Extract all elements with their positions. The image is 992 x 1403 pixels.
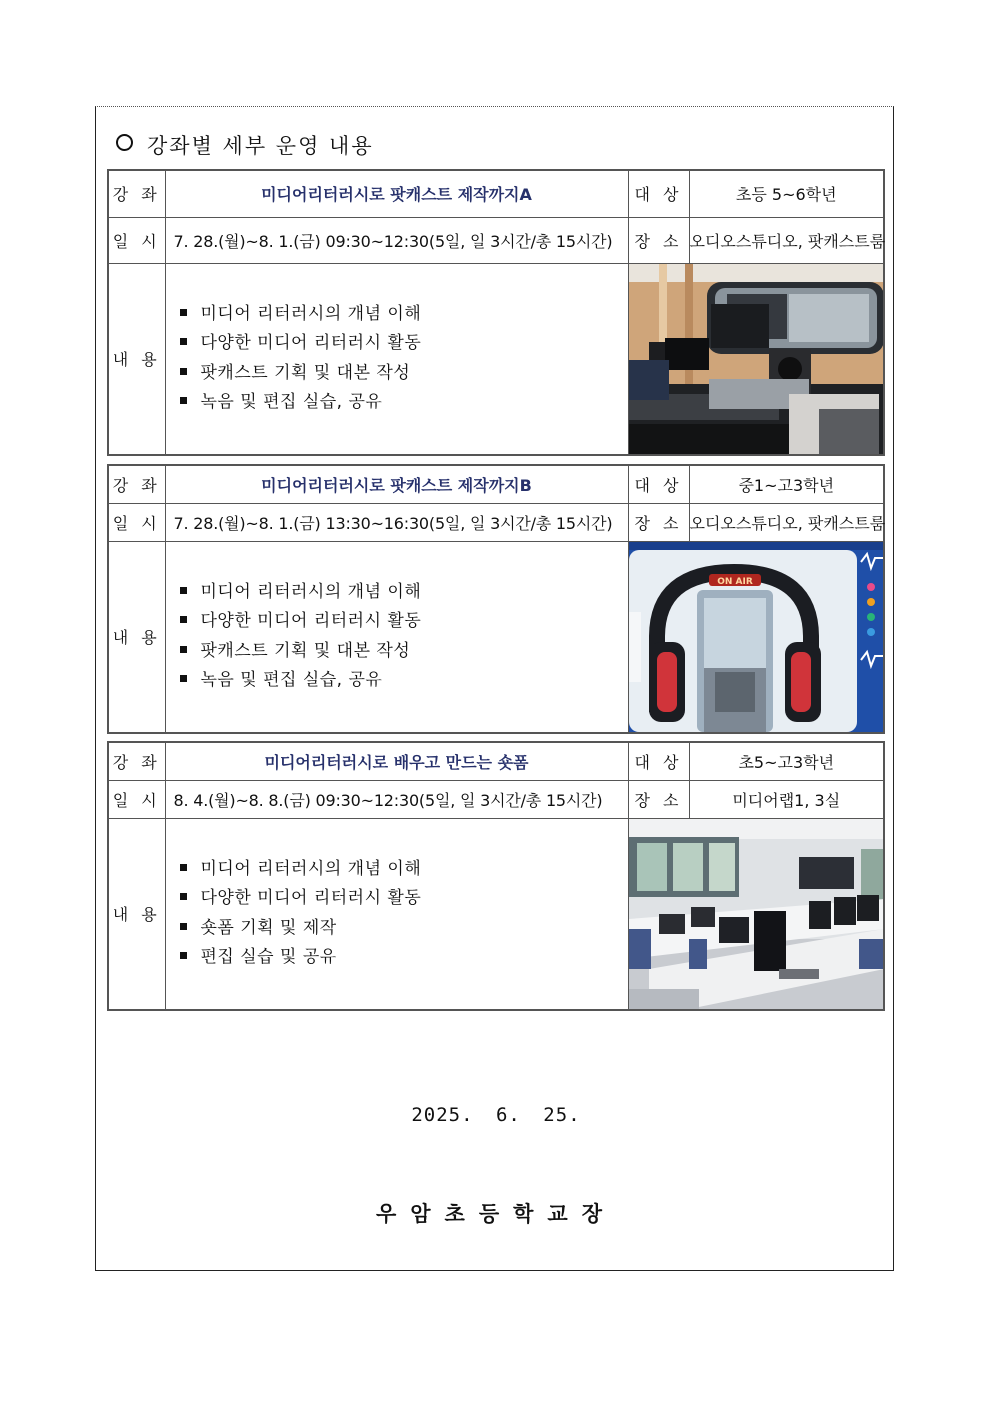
square-bullet-icon bbox=[180, 587, 187, 594]
content-list bbox=[166, 300, 628, 418]
course-label: 강 좌 bbox=[108, 742, 165, 780]
course-target: 중1~고3학년 bbox=[689, 465, 884, 503]
schedule-label: 일 시 bbox=[108, 217, 165, 263]
square-bullet-icon bbox=[180, 864, 187, 871]
course-target: 초등 5~6학년 bbox=[689, 170, 884, 217]
course-schedule: 7. 28.(월)~8. 1.(금) 13:30~16:30(5일, 일 3시간/총 15시간) bbox=[165, 503, 628, 541]
square-bullet-icon bbox=[180, 952, 187, 959]
target-label: 대 상 bbox=[628, 170, 689, 217]
course-table-3 bbox=[107, 741, 885, 1011]
schedule-label: 일 시 bbox=[108, 503, 165, 541]
square-bullet-icon bbox=[180, 893, 187, 900]
square-bullet-icon bbox=[180, 923, 187, 930]
square-bullet-icon bbox=[180, 675, 187, 682]
list-item: 미디어 리터러시의 개념 이해 bbox=[180, 855, 628, 885]
content-label: 내 용 bbox=[108, 263, 165, 455]
audio-studio-photo bbox=[628, 263, 884, 455]
course-schedule: 7. 28.(월)~8. 1.(금) 09:30~12:30(5일, 일 3시간/총 15시간) bbox=[165, 217, 628, 263]
course-place: 오디오스튜디오, 팟캐스트룸 bbox=[689, 217, 884, 263]
square-bullet-icon bbox=[180, 338, 187, 345]
square-bullet-icon bbox=[180, 616, 187, 623]
square-bullet-icon bbox=[180, 309, 187, 316]
principal-signature: 우암초등학교장 bbox=[375, 1201, 616, 1226]
list-item: 미디어 리터러시의 개념 이해 bbox=[180, 300, 628, 330]
list-item: 팟캐스트 기획 및 대본 작성 bbox=[180, 359, 628, 389]
content-label: 내 용 bbox=[108, 818, 165, 1010]
content-label: 내 용 bbox=[108, 541, 165, 733]
course-target: 초5~고3학년 bbox=[689, 742, 884, 780]
course-title: 미디어리터러시로 배우고 만드는 숏폼 bbox=[165, 742, 628, 780]
place-label: 장 소 bbox=[628, 503, 689, 541]
course-schedule: 8. 4.(월)~8. 8.(금) 09:30~12:30(5일, 일 3시간/총 15시간) bbox=[165, 780, 628, 818]
on-air-sign: ON AIR bbox=[716, 576, 753, 587]
list-item: 녹음 및 편집 실습, 공유 bbox=[180, 388, 628, 418]
course-title: 미디어리터러시로 팟캐스트 제작까지B bbox=[165, 465, 628, 503]
list-item: 녹음 및 편집 실습, 공유 bbox=[180, 666, 628, 696]
course-table-2 bbox=[107, 464, 885, 734]
course-label: 강 좌 bbox=[108, 170, 165, 217]
list-item: 편집 실습 및 공유 bbox=[180, 943, 628, 973]
podcast-room-photo bbox=[628, 541, 884, 733]
course-label: 강 좌 bbox=[108, 465, 165, 503]
content-list bbox=[166, 855, 628, 973]
section-title-text: 강좌별 세부 운영 내용 bbox=[147, 134, 374, 158]
content-list bbox=[166, 578, 628, 696]
circle-bullet-icon bbox=[116, 134, 133, 151]
list-item: 다양한 미디어 리터러시 활동 bbox=[180, 329, 628, 359]
course-table-1 bbox=[107, 169, 885, 456]
list-item: 미디어 리터러시의 개념 이해 bbox=[180, 578, 628, 608]
target-label: 대 상 bbox=[628, 465, 689, 503]
course-title: 미디어리터러시로 팟캐스트 제작까지A bbox=[165, 170, 628, 217]
content-cell bbox=[165, 263, 628, 455]
list-item: 다양한 미디어 리터러시 활동 bbox=[180, 607, 628, 637]
place-label: 장 소 bbox=[628, 780, 689, 818]
square-bullet-icon bbox=[180, 397, 187, 404]
target-label: 대 상 bbox=[628, 742, 689, 780]
list-item: 다양한 미디어 리터러시 활동 bbox=[180, 884, 628, 914]
schedule-label: 일 시 bbox=[108, 780, 165, 818]
place-label: 장 소 bbox=[628, 217, 689, 263]
document-date: 2025. 6. 25. bbox=[411, 1104, 581, 1126]
course-place: 미디어랩1, 3실 bbox=[689, 780, 884, 818]
course-place: 오디오스튜디오, 팟캐스트룸 bbox=[689, 503, 884, 541]
square-bullet-icon bbox=[180, 368, 187, 375]
list-item: 팟캐스트 기획 및 대본 작성 bbox=[180, 637, 628, 667]
square-bullet-icon bbox=[180, 646, 187, 653]
section-title bbox=[116, 130, 374, 160]
content-cell bbox=[165, 541, 628, 733]
media-lab-photo bbox=[628, 818, 884, 1010]
content-cell bbox=[165, 818, 628, 1010]
list-item: 숏폼 기획 및 제작 bbox=[180, 914, 628, 944]
